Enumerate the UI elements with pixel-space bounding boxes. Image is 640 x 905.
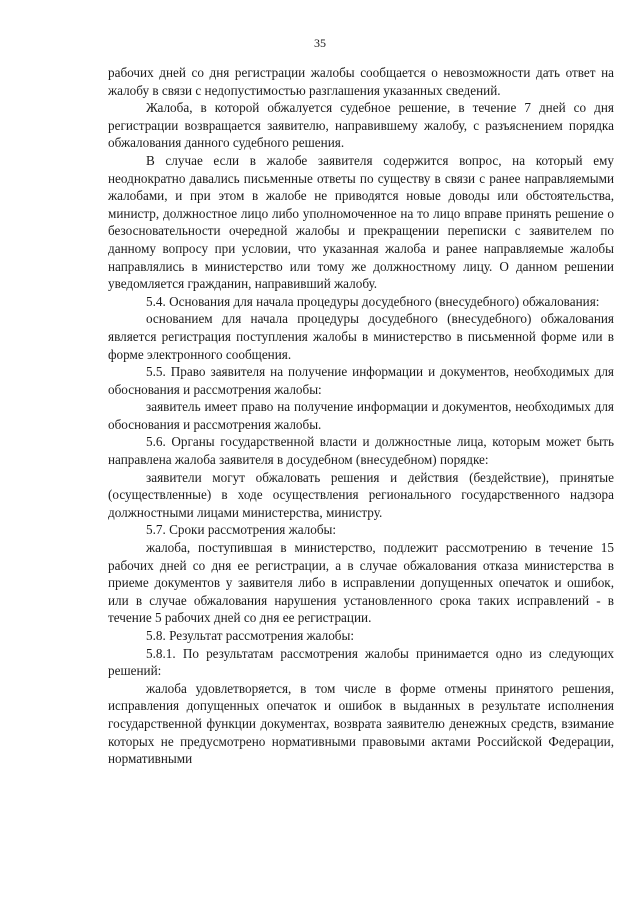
paragraph-5-7-body: жалоба, поступившая в министерство, подлежит рассмотрению в течение 15 рабочих дней со дня ее регистрации, а в случае обжалования отказа министерства в приеме документов у заявителя либо в исправлении допущенных опечаток и ошибок, или в случае обжалования нарушения установленного срока таких исправлений - в течение 5 рабочих дней со дня ее регистрации.	[108, 540, 614, 626]
paragraph-5-4-body: основанием для начала процедуры досудебного (внесудебного) обжалования является регистрация поступления жалобы в министерство в письменной форме или в форме электронного сообщения.	[108, 311, 614, 362]
section-heading-5-8-1: 5.8.1. По результатам рассмотрения жалобы принимается одно из следующих решений:	[108, 645, 614, 679]
section-heading-5-4: 5.4. Основания для начала процедуры досудебного (внесудебного) обжалования:	[146, 293, 600, 309]
paragraph-repeated-complaint: В случае если в жалобе заявителя содержится вопрос, на который ему неоднократно давались письменные ответы по существу в связи с ранее направляемыми жалобами, и при этом в жалобе не приводятся новые доводы или обстоятельства, министр, должностное лицо либо уполномоченное на то лицо вправе принять решение о безосновательности очередной жалобы и прекращении переписки с заявителем по данному вопросу при условии, что указанная жалоба и ранее направляемые жалобы направлялись в министерство или тому же должностному лицу. О данном решении уведомляется гражданин, направивший жалобу.	[108, 152, 614, 292]
paragraph-5-8-1-body: жалоба удовлетворяется, в том числе в форме отмены принятого решения, исправления допущенных опечаток и ошибок в выданных в результате исполнения государственной функции документах, возврата заявителю денежных средств, взимание которых не предусмотрено нормативными правовыми актами Российской Федерации, нормативными	[108, 680, 614, 767]
paragraph-5-6-body: заявители могут обжаловать решения и действия (бездействие), принятые (осуществленные) в ходе осуществления регионального государственного надзора должностными лицами министерства, министру.	[108, 469, 614, 520]
section-heading-5-8: 5.8. Результат рассмотрения жалобы:	[146, 628, 355, 643]
paragraph-5-5-body: заявитель имеет право на получение информации и документов, необходимых для обоснования и рассмотрения жалобы.	[108, 399, 614, 432]
section-heading-5-5: 5.5. Право заявителя на получение информации и документов, необходимых для обоснования и рассмотрения жалобы:	[108, 364, 614, 397]
section-heading-5-6: 5.6. Органы государственной власти и должностные лица, которым может быть направлена жалоба заявителя в досудебном (внесудебном) порядке:	[108, 434, 614, 468]
document-body	[108, 64, 614, 768]
paragraph-court-decision-complaint: Жалоба, в которой обжалуется судебное решение, в течение 7 дней со дня регистрации возвращается заявителю, направившему жалобу, с разъяснением порядка обжалования данного судебного решения.	[108, 100, 614, 151]
section-heading-5-7: 5.7. Сроки рассмотрения жалобы:	[146, 522, 337, 538]
page-number: 35	[314, 36, 326, 50]
paragraph-continuation: рабочих дней со дня регистрации жалобы сообщается о невозможности дать ответ на жалобу в связи с недопустимостью разглашения указанных сведений.	[108, 65, 614, 98]
